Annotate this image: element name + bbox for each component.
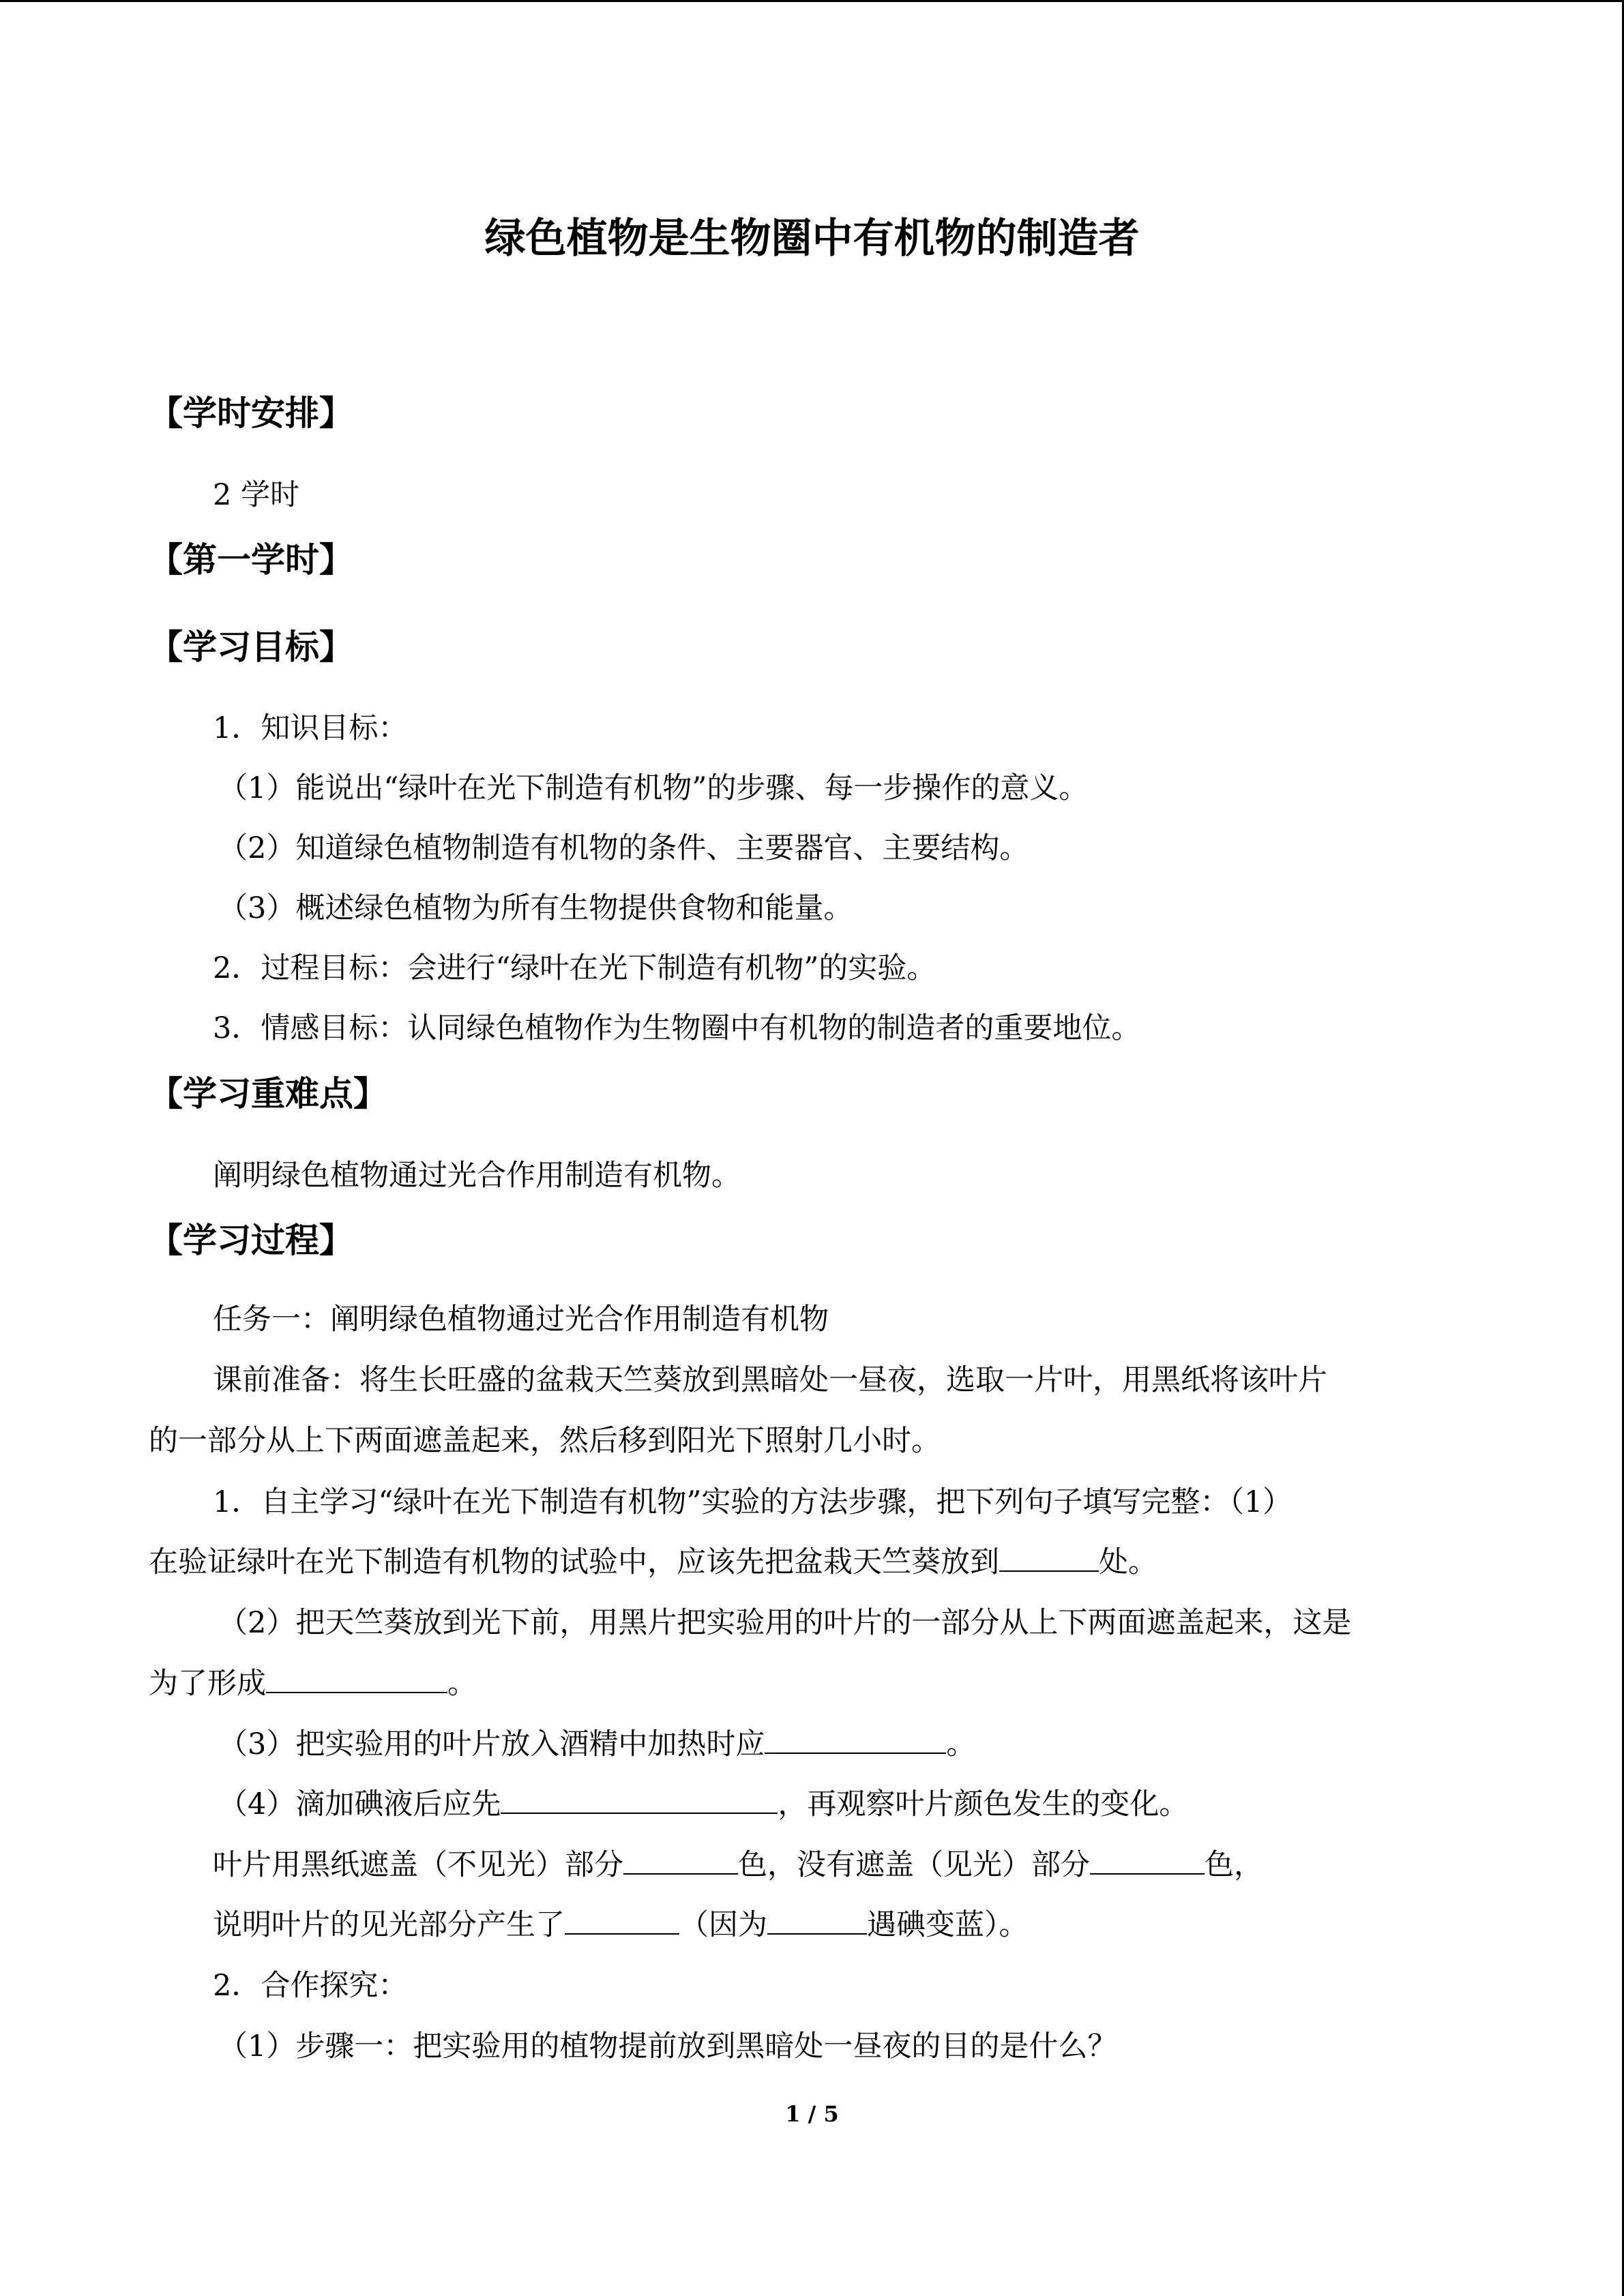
fill-blank[interactable] <box>623 1843 738 1875</box>
result-text-c: 遇碘变蓝）。 <box>867 1908 1029 1942</box>
heading-schedule: 【学时安排】 <box>149 393 353 433</box>
prep-line-2: 的一部分从上下两面遮盖起来，然后移到阳光下照射几小时。 <box>149 1424 941 1458</box>
page-border-top <box>0 0 1624 2</box>
objective-k3: （3）概述绿色植物为所有生物提供食物和能量。 <box>218 891 853 925</box>
result-text-b: （因为 <box>679 1908 767 1942</box>
question-4-end: ，再观察叶片颜色发生的变化。 <box>778 1787 1189 1821</box>
result-text-a: 说明叶片的见光部分产生了 <box>213 1908 565 1942</box>
question-4 <box>218 1783 1188 1826</box>
self-study-line-2-end: 处。 <box>1099 1545 1157 1579</box>
task-one: 任务一：阐明绿色植物通过光合作用制造有机物 <box>213 1302 829 1337</box>
question-3-text: （3）把实验用的叶片放入酒精中加热时应 <box>218 1727 765 1761</box>
question-3-end: 。 <box>946 1727 976 1761</box>
objective-k1: （1）能说出“绿叶在光下制造有机物”的步骤、每一步操作的意义。 <box>218 771 1089 805</box>
heading-process: 【学习过程】 <box>149 1221 353 1260</box>
prep-line-1: 课前准备：将生长旺盛的盆栽天竺葵放到黑暗处一昼夜，选取一片叶，用黑纸将该叶片 <box>213 1363 1327 1397</box>
heading-first-period: 【第一学时】 <box>149 540 353 580</box>
fill-blank[interactable] <box>1090 1843 1205 1875</box>
question-2-line-1: （2）把天竺葵放到光下前，用黑片把实验用的叶片的一部分从上下两面遮盖起来，这是 <box>218 1606 1352 1640</box>
heading-key-points: 【学习重难点】 <box>149 1074 387 1114</box>
leaf-color-text-c: 色， <box>1205 1848 1263 1882</box>
leaf-color-text-a: 叶片用黑纸遮盖（不见光）部分 <box>213 1848 623 1882</box>
key-points-text: 阐明绿色植物通过光合作用制造有机物。 <box>213 1159 741 1193</box>
page-title: 绿色植物是生物圈中有机物的制造者 <box>484 215 1140 263</box>
question-4-text: （4）滴加碘液后应先 <box>218 1787 501 1821</box>
schedule-text: 2 学时 <box>213 478 300 512</box>
question-2-line-2 <box>149 1662 477 1705</box>
question-3 <box>218 1723 975 1766</box>
leaf-color-line <box>213 1843 1263 1887</box>
question-2-line-2-end: 。 <box>447 1667 477 1701</box>
page-number: 1 / 5 <box>785 2101 839 2127</box>
objective-emotion: 3．情感目标：认同绿色植物作为生物圈中有机物的制造者的重要地位。 <box>213 1011 1141 1045</box>
step-one-question: （1）步骤一：把实验用的植物提前放到黑暗处一昼夜的目的是什么？ <box>218 2029 1117 2063</box>
question-2-line-2-text: 为了形成 <box>149 1667 266 1701</box>
self-study-line-2 <box>149 1540 1157 1584</box>
fill-blank[interactable] <box>767 1903 867 1935</box>
fill-blank[interactable] <box>266 1662 447 1693</box>
fill-blank[interactable] <box>501 1783 778 1814</box>
objective-process: 2．过程目标：会进行“绿叶在光下制造有机物”的实验。 <box>213 951 936 985</box>
cooperative-inquiry: 2．合作探究： <box>213 1969 408 2003</box>
heading-objectives: 【学习目标】 <box>149 627 353 667</box>
leaf-color-text-b: 色，没有遮盖（见光）部分 <box>738 1848 1090 1882</box>
fill-blank[interactable] <box>999 1540 1099 1572</box>
fill-blank[interactable] <box>565 1903 679 1935</box>
result-line <box>213 1903 1029 1947</box>
fill-blank[interactable] <box>765 1723 946 1754</box>
objective-knowledge: 1．知识目标： <box>213 711 408 745</box>
objective-k2: （2）知道绿色植物制造有机物的条件、主要器官、主要结构。 <box>218 831 1029 865</box>
self-study-line-2-text: 在验证绿叶在光下制造有机物的试验中，应该先把盆栽天竺葵放到 <box>149 1545 999 1579</box>
self-study-line-1: 1．自主学习“绿叶在光下制造有机物”实验的方法步骤，把下列句子填写完整：（1） <box>213 1485 1293 1519</box>
